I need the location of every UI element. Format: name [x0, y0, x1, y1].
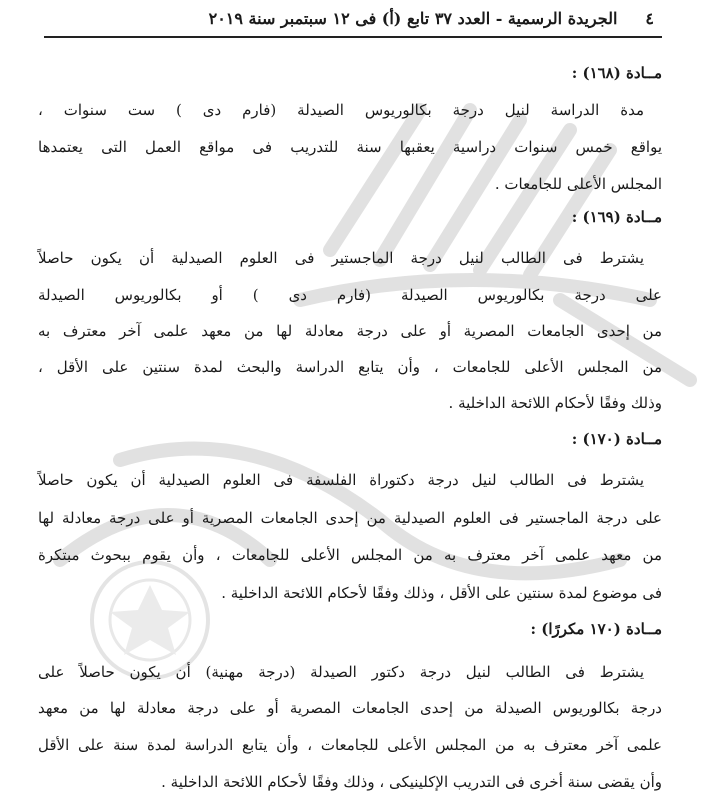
- article-line: مدة الدراسة لنيل درجة بكالوريوس الصيدلة (فارم دى ) ست سنوات ،: [38, 101, 644, 119]
- article-line: يشترط فى الطالب لنيل درجة دكتور الصيدلة (درجة مهنية) أن يكون حاصلاً على: [38, 663, 644, 681]
- page-number: ٤: [645, 8, 654, 28]
- header-rule: [44, 36, 662, 38]
- article-line: علمى آخر معترف به من المجلس الأعلى للجامعات ، وأن يتابع الدراسة لمدة سنة على الأقل: [38, 736, 662, 754]
- article-line: فى موضوع لمدة سنتين على الأقل ، وذلك وفقًا لأحكام اللائحة الداخلية .: [221, 584, 662, 602]
- article-line: وذلك وفقًا لأحكام اللائحة الداخلية .: [448, 394, 662, 412]
- article-line: يواقع خمس سنوات دراسية يعقبها سنة للتدريب فى مواقع العمل التى يعتمدها: [38, 138, 662, 156]
- article-heading: مــادة (١٧٠ مكررًا) :: [530, 620, 662, 638]
- article-line: على درجة بكالوريوس الصيدلة (فارم دى ) أو بكالوريوس الصيدلة: [38, 286, 662, 304]
- article-line: على درجة الماجستير فى العلوم الصيدلية من إحدى الجامعات المصرية أو على درجة معادلة لها: [38, 509, 662, 527]
- gazette-title: الجريدة الرسمية - العدد ٣٧ تابع (أ) فى ١٢ سبتمبر سنة ٢٠١٩: [208, 8, 618, 28]
- article-heading: مــادة (١٦٩) :: [571, 208, 662, 226]
- article-line: يشترط فى الطالب لنيل درجة الماجستير فى العلوم الصيدلية أن يكون حاصلاً: [38, 249, 644, 267]
- article-line: من معهد علمى آخر معترف به من المجلس الأعلى للجامعات ، وأن يقوم ببحوث مبتكرة: [38, 546, 662, 564]
- article-line: يشترط فى الطالب لنيل درجة دكتوراة الفلسفة فى العلوم الصيدلية أن يكون حاصلاً: [38, 471, 644, 489]
- article-line: وأن يقضى سنة أخرى فى التدريب الإكلينيكى ، وذلك وفقًا لأحكام اللائحة الداخلية .: [161, 773, 662, 791]
- page-header: [52, 4, 654, 32]
- article-line: درجة بكالوريوس الصيدلة من إحدى الجامعات المصرية أو على درجة معادلة لها من معهد: [38, 699, 662, 717]
- article-line: المجلس الأعلى للجامعات .: [494, 175, 662, 193]
- article-line: من المجلس الأعلى للجامعات ، وأن يتابع الدراسة والبحث لمدة سنتين على الأقل ،: [38, 358, 662, 376]
- article-line: من إحدى الجامعات المصرية أو على درجة معادلة لها من معهد علمى آخر معترف به: [38, 322, 662, 340]
- article-heading: مــادة (١٦٨) :: [571, 64, 662, 82]
- article-heading: مــادة (١٧٠) :: [571, 430, 662, 448]
